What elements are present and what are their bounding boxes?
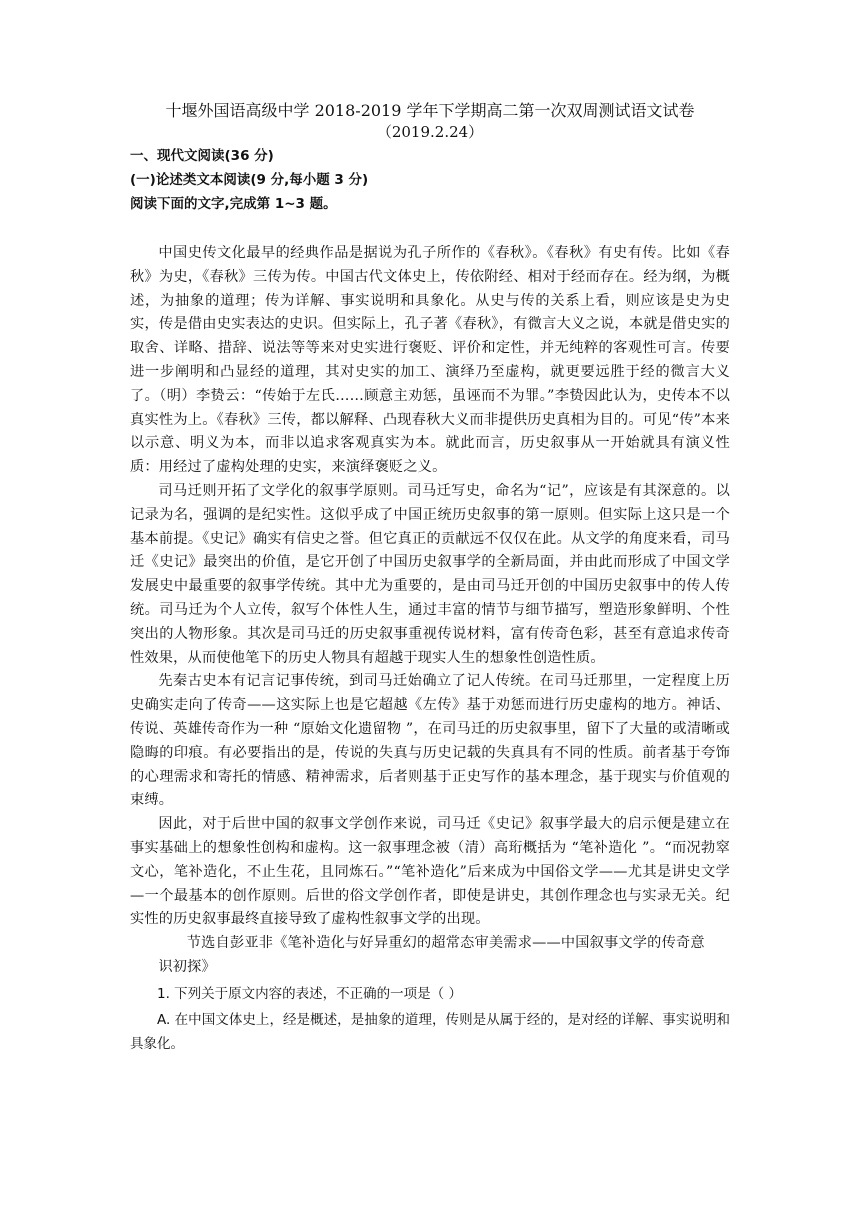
passage-paragraph-1: 中国史传文化最早的经典作品是据说为孔子所作的《春秋》。《春秋》有史有传。比如《春秋》为史，《春秋》三传为传。中国古代文体史上，传依附经、相对于经而存在。经为纲，为概述，为抽象的道理；传为详解、事实说明和具象化。从史与传的关系上看，则应该是史为史实，传是借由史实表达的史识。但实际上，孔子著《春秋》，有微言大义之说，本就是借史实的取舍、详略、措辞、说法等等来对史实进行褒贬、评价和定性，并无纯粹的客观性可言。传要进一步阐明和凸显经的道理，其对史实的加工、演绎乃至虚构，就更要远胜于经的微言大义了。（明）李贽云：“传始于左氏……顾意主劝惩，虽诬而不为罪。”李贽因此认为，史传本不以真实性为上。《春秋》三传，都以解释、凸现春秋大义而非提供历史真相为目的。可见“传”本来以示意、明义为本，而非以追求客观真实为本。就此而言，历史叙事从一开始就具有演义性质：用经过了虚构处理的史实，来演绎褒贬之义。 [130,245,730,476]
reading-passage [130,242,730,980]
exam-date: （2019.2.24） [376,123,484,141]
passage-paragraph-4: 因此，对于后世中国的叙事文学创作来说，司马迁《史记》叙事学最大的启示便是建立在事实基础上的想象性创构和虚构。这一叙事理念被（清）高珩概括为 “笔补造化 ”。“而况勃窣文心，笔补造化，不止生花，且同炼石。”“笔补造化”后来成为中国俗文学——尤其是讲史文学—一个最基本的创作原则。后世的俗文学创作者，即使是讲史，其创作理念也与实录无关。纪实性的历史叙事最终直接导致了虚构性叙事文学的出现。 [130,816,730,928]
passage-paragraph-2: 司马迁则开拓了文学化的叙事学原则。司马迁写史，命名为“记”，应该是有其深意的。以记录为名，强调的是纪实性。这似乎成了中国正统历史叙事的第一原则。但实际上这只是一个基本前提。《史记》确实有信史之誉。但它真正的贡献远不仅仅在此。从文学的角度来看，司马迁《史记》最突出的价值，是它开创了中国历史叙事学的全新局面，并由此而形成了中国文学发展史中最重要的叙事学传统。其中尤为重要的，是由司马迁开创的中国历史叙事中的传人传统。司马迁为个人立传，叙写个体性人生，通过丰富的情节与细节描写，塑造形象鲜明、个性突出的人物形象。其次是司马迁的历史叙事重视传说材料，富有传奇色彩，甚至有意追求传奇性效果，从而使他笔下的历史人物具有超越于现实人生的想象性创造性质。 [130,482,730,666]
reading-instruction: 阅读下面的文字,完成第 1~3 题。 [130,196,337,212]
question-1-option-a: A. 在中国文体史上，经是概述，是抽象的道理，传则是从属于经的，是对经的详解、事实说明和具象化。 [130,1011,730,1052]
exam-page [130,100,730,1056]
passage-paragraph-3: 先秦古史本有记言记事传统，到司马迁始确立了记人传统。在司马迁那里，一定程度上历史确实走向了传奇——这实际上也是它超越《左传》基于劝惩而进行历史虚构的地方。神话、传说、英雄传奇作为一种 “原始文化遗留物 ”，在司马迁的历史叙事里，留下了大量的或清晰或隐晦的印痕。有必要指出的是，传说的失真与历史记载的失真具有不同的性质。前者基于夸饰的心理需求和寄托的情感、精神需求，后者则基于正史写作的基本理念，基于现实与价值观的束缚。 [130,673,730,809]
passage-source [130,932,730,980]
exam-title: 十堰外国语高级中学 2018-2019 学年下学期高二第一次双周测试语文试卷 [165,101,695,120]
passage-source-line-2: 识初探》 [158,958,216,975]
subsection-heading: (一)论述类文本阅读(9 分,每小题 3 分) [130,172,369,188]
question-1-stem: 1. 下列关于原文内容的表述，不正确的一项是（ ） [157,985,462,1002]
passage-source-line-1: 节选自彭亚非《笔补造化与好异重幻的超常态审美需求——中国叙事文学的传奇意 [186,935,705,952]
section-heading: 一、现代文阅读(36 分) [130,148,274,164]
